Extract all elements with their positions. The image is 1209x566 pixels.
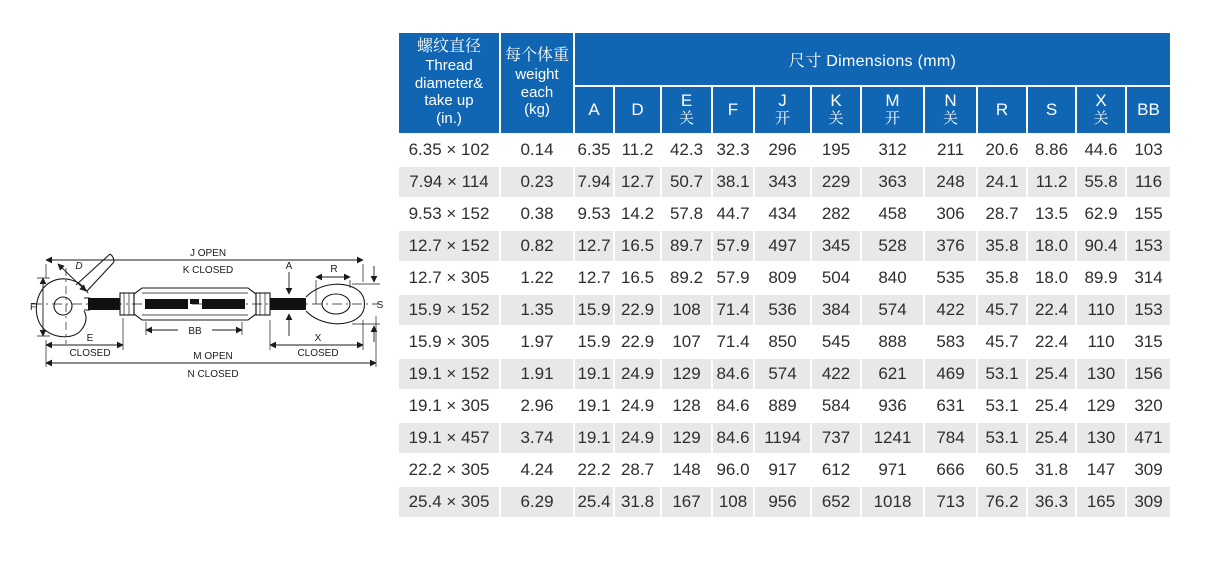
dimension-value-cell: 15.9 xyxy=(575,327,613,357)
table-row xyxy=(399,231,1170,261)
dimension-value-cell: 574 xyxy=(862,295,923,325)
dimension-value-cell: 15.9 xyxy=(575,295,613,325)
thread-header-line: diameter& xyxy=(414,74,484,92)
dimension-value-cell: 90.4 xyxy=(1077,231,1125,261)
dimension-value-cell: 784 xyxy=(925,423,976,453)
inner-rod-right xyxy=(202,299,245,309)
dimension-value-cell: 25.4 xyxy=(575,487,613,517)
dimension-value-cell: 22.4 xyxy=(1028,295,1075,325)
weight-cell: 1.35 xyxy=(501,295,573,325)
dimension-value-cell: 25.4 xyxy=(1028,391,1075,421)
dimension-value-cell: 545 xyxy=(812,327,860,357)
dimension-value-cell: 713 xyxy=(925,487,976,517)
weight-cell: 0.82 xyxy=(501,231,573,261)
dimension-value-cell: 434 xyxy=(755,199,810,229)
thread-size-cell: 25.4 × 305 xyxy=(399,487,499,517)
dimension-value-cell: 31.8 xyxy=(1028,455,1075,485)
dimension-value-cell: 35.8 xyxy=(978,231,1026,261)
dimension-value-cell: 76.2 xyxy=(978,487,1026,517)
dimension-value-cell: 282 xyxy=(812,199,860,229)
dimension-value-cell: 469 xyxy=(925,359,976,389)
weight-cell: 0.14 xyxy=(501,135,573,165)
hook-tip-cap xyxy=(110,254,114,262)
thread-size-cell: 12.7 × 305 xyxy=(399,263,499,293)
weight-header-line: 每个体重 xyxy=(504,47,569,65)
label-a: A xyxy=(285,261,293,272)
dimension-value-cell: 89.9 xyxy=(1077,263,1125,293)
dimension-value-cell: 19.1 xyxy=(575,391,613,421)
dimension-value-cell: 422 xyxy=(925,295,976,325)
dimension-value-cell: 376 xyxy=(925,231,976,261)
dimension-value-cell: 840 xyxy=(862,263,923,293)
dimension-value-cell: 84.6 xyxy=(713,359,753,389)
table-row xyxy=(399,135,1170,165)
weight-cell: 0.23 xyxy=(501,167,573,197)
col-header-d: D xyxy=(615,87,660,133)
thread-size-cell: 15.9 × 152 xyxy=(399,295,499,325)
dimension-value-cell: 621 xyxy=(862,359,923,389)
dimension-value-cell: 32.3 xyxy=(713,135,753,165)
dimension-value-cell: 917 xyxy=(755,455,810,485)
dimension-value-cell: 19.1 xyxy=(575,359,613,389)
dimension-value-cell: 108 xyxy=(713,487,753,517)
dimension-value-cell: 129 xyxy=(662,423,711,453)
dimension-value-cell: 55.8 xyxy=(1077,167,1125,197)
dimension-value-cell: 24.9 xyxy=(615,391,660,421)
col-header-f: F xyxy=(713,87,753,133)
dimension-value-cell: 314 xyxy=(1127,263,1170,293)
table-row xyxy=(399,199,1170,229)
label-bb: BB xyxy=(188,326,202,337)
dimension-value-cell: 148 xyxy=(662,455,711,485)
dimension-value-cell: 195 xyxy=(812,135,860,165)
dimension-value-cell: 343 xyxy=(755,167,810,197)
dimensions-table xyxy=(397,31,1172,519)
dimension-value-cell: 612 xyxy=(812,455,860,485)
dimension-value-cell: 18.0 xyxy=(1028,231,1075,261)
label-m-open: M OPEN xyxy=(193,351,233,362)
thread-size-cell: 19.1 × 152 xyxy=(399,359,499,389)
label-x-closed: CLOSED xyxy=(297,348,339,359)
dimension-value-cell: 11.2 xyxy=(615,135,660,165)
dimension-value-cell: 84.6 xyxy=(713,423,753,453)
dimension-value-cell: 12.7 xyxy=(615,167,660,197)
col-header-n: N 关 xyxy=(925,87,976,133)
dimension-value-cell: 315 xyxy=(1127,327,1170,357)
dimension-value-cell: 19.1 xyxy=(575,423,613,453)
dimension-value-cell: 57.9 xyxy=(713,231,753,261)
dimension-value-cell: 7.94 xyxy=(575,167,613,197)
table-row xyxy=(399,391,1170,421)
table-header xyxy=(399,33,1170,133)
dimension-value-cell: 110 xyxy=(1077,295,1125,325)
label-x: X xyxy=(314,333,322,344)
thread-size-cell: 9.53 × 152 xyxy=(399,199,499,229)
weight-header-line: (kg) xyxy=(524,101,550,119)
dimension-value-cell: 96.0 xyxy=(713,455,753,485)
dimension-value-cell: 89.2 xyxy=(662,263,711,293)
dimension-value-cell: 1018 xyxy=(862,487,923,517)
dimension-value-cell: 850 xyxy=(755,327,810,357)
right-rod xyxy=(270,298,306,310)
thread-header-line: 螺纹直径 xyxy=(416,38,481,56)
thread-size-cell: 7.94 × 114 xyxy=(399,167,499,197)
weight-header-line: each xyxy=(520,83,554,101)
dimension-value-cell: 25.4 xyxy=(1028,423,1075,453)
label-e: E xyxy=(86,333,94,344)
label-d: D xyxy=(75,261,83,272)
thread-header-line: (in.) xyxy=(436,110,462,128)
dimension-value-cell: 6.35 xyxy=(575,135,613,165)
dimension-value-cell: 53.1 xyxy=(978,391,1026,421)
weight-cell: 1.91 xyxy=(501,359,573,389)
dimension-value-cell: 20.6 xyxy=(978,135,1026,165)
thread-size-cell: 15.9 × 305 xyxy=(399,327,499,357)
label-n-closed: N CLOSED xyxy=(187,369,239,380)
dimension-value-cell: 504 xyxy=(812,263,860,293)
col-header-m: M 开 xyxy=(862,87,923,133)
dimension-value-cell: 71.4 xyxy=(713,295,753,325)
dimension-value-cell: 363 xyxy=(862,167,923,197)
table-row xyxy=(399,263,1170,293)
col-header-e: E 关 xyxy=(662,87,711,133)
hook-tip-line xyxy=(87,262,114,291)
dimension-value-cell: 165 xyxy=(1077,487,1125,517)
table-row xyxy=(399,327,1170,357)
dimensions-banner: 尺寸 Dimensions (mm) xyxy=(575,33,1170,85)
dimension-value-cell: 1241 xyxy=(862,423,923,453)
dimension-value-cell: 737 xyxy=(812,423,860,453)
weight-header xyxy=(501,33,573,133)
dimension-value-cell: 22.2 xyxy=(575,455,613,485)
dimension-value-cell: 809 xyxy=(755,263,810,293)
dimension-value-cell: 16.5 xyxy=(615,231,660,261)
label-k-closed: K CLOSED xyxy=(182,265,234,276)
dimension-value-cell: 44.6 xyxy=(1077,135,1125,165)
table-row xyxy=(399,423,1170,453)
dimension-value-cell: 103 xyxy=(1127,135,1170,165)
dimension-value-cell: 116 xyxy=(1127,167,1170,197)
dimension-value-cell: 13.5 xyxy=(1028,199,1075,229)
dimension-value-cell: 584 xyxy=(812,391,860,421)
inner-rod-left xyxy=(145,299,188,309)
table-row xyxy=(399,167,1170,197)
col-header-bb: BB xyxy=(1127,87,1170,133)
dimension-value-cell: 16.5 xyxy=(615,263,660,293)
dimension-value-cell: 535 xyxy=(925,263,976,293)
label-e-closed: CLOSED xyxy=(69,348,111,359)
hook-eye-hole xyxy=(54,297,72,315)
dimension-value-cell: 36.3 xyxy=(1028,487,1075,517)
dimension-value-cell: 528 xyxy=(862,231,923,261)
dimension-value-cell: 22.9 xyxy=(615,295,660,325)
dimension-value-cell: 62.9 xyxy=(1077,199,1125,229)
weight-cell: 3.74 xyxy=(501,423,573,453)
dimension-value-cell: 25.4 xyxy=(1028,359,1075,389)
label-j-open: J OPEN xyxy=(189,248,227,259)
dimension-value-cell: 345 xyxy=(812,231,860,261)
table-body xyxy=(399,135,1170,517)
dimension-value-cell: 31.8 xyxy=(615,487,660,517)
turnbuckle-diagram xyxy=(18,220,392,402)
weight-cell: 6.29 xyxy=(501,487,573,517)
dimension-value-cell: 53.1 xyxy=(978,423,1026,453)
col-header-a: A xyxy=(575,87,613,133)
dimension-value-cell: 71.4 xyxy=(713,327,753,357)
dimension-value-cell: 422 xyxy=(812,359,860,389)
dimension-value-cell: 14.2 xyxy=(615,199,660,229)
dimension-value-cell: 22.4 xyxy=(1028,327,1075,357)
dimension-value-cell: 129 xyxy=(662,359,711,389)
left-rod xyxy=(88,298,120,310)
dimension-value-cell: 53.1 xyxy=(978,359,1026,389)
weight-cell: 0.38 xyxy=(501,199,573,229)
dimension-value-cell: 130 xyxy=(1077,359,1125,389)
dimension-value-cell: 971 xyxy=(862,455,923,485)
dimension-value-cell: 458 xyxy=(862,199,923,229)
dimension-value-cell: 38.1 xyxy=(713,167,753,197)
dimension-value-cell: 497 xyxy=(755,231,810,261)
dimension-value-cell: 153 xyxy=(1127,295,1170,325)
dimension-value-cell: 167 xyxy=(662,487,711,517)
dimension-value-cell: 583 xyxy=(925,327,976,357)
dimension-value-cell: 8.86 xyxy=(1028,135,1075,165)
dimension-value-cell: 1194 xyxy=(755,423,810,453)
dimension-value-cell: 57.8 xyxy=(662,199,711,229)
weight-cell: 1.22 xyxy=(501,263,573,293)
inner-rod-center xyxy=(190,299,199,304)
dimension-value-cell: 652 xyxy=(812,487,860,517)
dimension-value-cell: 320 xyxy=(1127,391,1170,421)
label-r: R xyxy=(330,264,338,275)
col-header-k: K 关 xyxy=(812,87,860,133)
dimension-value-cell: 574 xyxy=(755,359,810,389)
dimension-value-cell: 24.1 xyxy=(978,167,1026,197)
dimension-value-cell: 128 xyxy=(662,391,711,421)
table-row xyxy=(399,487,1170,517)
dimension-value-cell: 889 xyxy=(755,391,810,421)
dimension-value-cell: 50.7 xyxy=(662,167,711,197)
dimension-value-cell: 84.6 xyxy=(713,391,753,421)
table-row xyxy=(399,455,1170,485)
dimension-value-cell: 9.53 xyxy=(575,199,613,229)
col-header-s: S xyxy=(1028,87,1075,133)
dimension-value-cell: 60.5 xyxy=(978,455,1026,485)
dimension-value-cell: 28.7 xyxy=(615,455,660,485)
dimension-value-cell: 147 xyxy=(1077,455,1125,485)
dimension-value-cell: 24.9 xyxy=(615,423,660,453)
dimension-value-cell: 384 xyxy=(812,295,860,325)
dimension-value-cell: 57.9 xyxy=(713,263,753,293)
col-header-j: J 开 xyxy=(755,87,810,133)
dimension-value-cell: 130 xyxy=(1077,423,1125,453)
dimension-value-cell: 12.7 xyxy=(575,263,613,293)
dimension-value-cell: 89.7 xyxy=(662,231,711,261)
col-header-x: X 关 xyxy=(1077,87,1125,133)
dimension-value-cell: 936 xyxy=(862,391,923,421)
dimension-value-cell: 35.8 xyxy=(978,263,1026,293)
dimension-value-cell: 11.2 xyxy=(1028,167,1075,197)
dimension-value-cell: 296 xyxy=(755,135,810,165)
dimension-value-cell: 536 xyxy=(755,295,810,325)
dimension-value-cell: 45.7 xyxy=(978,295,1026,325)
weight-cell: 4.24 xyxy=(501,455,573,485)
dimension-value-cell: 666 xyxy=(925,455,976,485)
dimension-value-cell: 110 xyxy=(1077,327,1125,357)
dimension-value-cell: 211 xyxy=(925,135,976,165)
dimension-value-cell: 229 xyxy=(812,167,860,197)
dimension-value-cell: 312 xyxy=(862,135,923,165)
dimension-value-cell: 155 xyxy=(1127,199,1170,229)
dimension-value-cell: 248 xyxy=(925,167,976,197)
dimension-value-cell: 888 xyxy=(862,327,923,357)
dimension-value-cell: 22.9 xyxy=(615,327,660,357)
label-s: S xyxy=(376,300,384,311)
weight-header-line: weight xyxy=(515,65,559,83)
dimension-value-cell: 309 xyxy=(1127,487,1170,517)
thread-size-cell: 6.35 × 102 xyxy=(399,135,499,165)
thread-diameter-header xyxy=(399,33,499,133)
dimension-value-cell: 12.7 xyxy=(575,231,613,261)
thread-size-cell: 12.7 × 152 xyxy=(399,231,499,261)
dimension-value-cell: 631 xyxy=(925,391,976,421)
table-row xyxy=(399,295,1170,325)
dimension-value-cell: 471 xyxy=(1127,423,1170,453)
dimension-value-cell: 309 xyxy=(1127,455,1170,485)
dimension-value-cell: 108 xyxy=(662,295,711,325)
thread-header-line: Thread xyxy=(425,57,473,75)
dimension-value-cell: 28.7 xyxy=(978,199,1026,229)
thread-size-cell: 22.2 × 305 xyxy=(399,455,499,485)
dimension-value-cell: 156 xyxy=(1127,359,1170,389)
table-row xyxy=(399,359,1170,389)
dimension-value-cell: 153 xyxy=(1127,231,1170,261)
hook-outline xyxy=(36,279,88,337)
dimension-value-cell: 107 xyxy=(662,327,711,357)
dimension-value-cell: 129 xyxy=(1077,391,1125,421)
dimension-value-cell: 956 xyxy=(755,487,810,517)
thread-header-line: take up xyxy=(424,92,474,110)
dimension-value-cell: 45.7 xyxy=(978,327,1026,357)
dimension-value-cell: 306 xyxy=(925,199,976,229)
dimension-value-cell: 44.7 xyxy=(713,199,753,229)
weight-cell: 1.97 xyxy=(501,327,573,357)
weight-cell: 2.96 xyxy=(501,391,573,421)
col-header-r: R xyxy=(978,87,1026,133)
dimension-value-cell: 18.0 xyxy=(1028,263,1075,293)
dimension-value-cell: 24.9 xyxy=(615,359,660,389)
dimension-value-cell: 42.3 xyxy=(662,135,711,165)
thread-size-cell: 19.1 × 305 xyxy=(399,391,499,421)
label-f: F xyxy=(29,302,37,313)
thread-size-cell: 19.1 × 457 xyxy=(399,423,499,453)
